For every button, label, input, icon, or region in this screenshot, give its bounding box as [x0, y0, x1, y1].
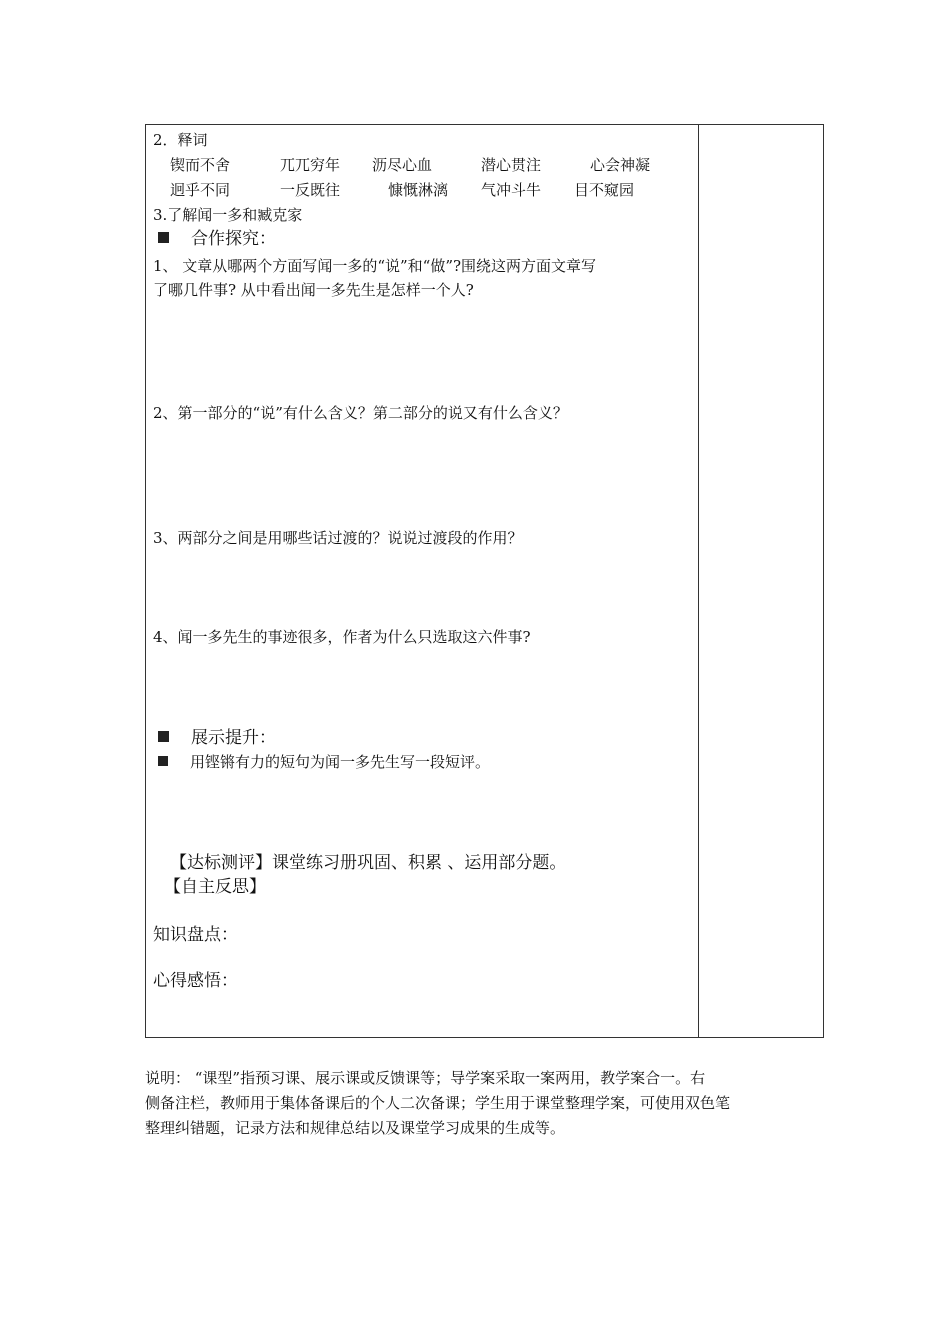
- note-line: 说明： “课型”指预习课、展示课或反馈课等；导学案采取一案两用，教学案合一。右: [145, 1069, 706, 1087]
- vocab-word: 一反既往: [280, 181, 341, 199]
- zhanshi-heading: 展示提升：: [158, 727, 276, 749]
- question-2: 2、第一部分的“说”有什么含义？第二部分的说又有什么含义？: [153, 404, 568, 422]
- vocab-word: 潜心贯注: [481, 156, 542, 174]
- vocab-word: 气冲斗牛: [481, 181, 542, 199]
- note-line: 侧备注栏，教师用于集体备课后的个人二次备课；学生用于课堂整理学案，可使用双色笔: [145, 1094, 731, 1112]
- vocab-word: 兀兀穷年: [280, 156, 341, 174]
- vocab-word: 目不窥园: [574, 181, 635, 199]
- zhanshi-task: 用铿锵有力的短句为闻一多先生写一段短评。: [158, 752, 490, 772]
- question-3: 3、两部分之间是用哪些话过渡的？说说过渡段的作用？: [153, 529, 523, 547]
- question-1-line-1: 1、 文章从哪两个方面写闻一多的“说”和“做”?围绕这两方面文章写: [153, 257, 597, 275]
- xinde-ganwu-label: 心得感悟：: [153, 971, 238, 991]
- vocab-word: 锲而不舍: [170, 156, 231, 174]
- dabiao-ceping: 【达标测评】课堂练习册巩固、积累 、运用部分题。: [170, 853, 567, 873]
- note-line: 整理纠错题，记录方法和规律总结以及课堂学习成果的生成等。: [145, 1119, 566, 1137]
- square-bullet-icon: [158, 731, 169, 742]
- question-4: 4、闻一多先生的事迹很多，作者为什么只选取这六件事?: [153, 628, 531, 646]
- vocab-word: 沥尽心血: [372, 156, 433, 174]
- hezuo-heading: 合作探究：: [158, 228, 276, 250]
- question-1-line-2: 了哪几件事? 从中看出闻一多先生是怎样一个人?: [153, 281, 474, 299]
- vocab-word: 慷慨淋漓: [388, 181, 449, 199]
- square-bullet-icon: [158, 756, 168, 766]
- notes-column-divider: [698, 124, 699, 1038]
- zhishi-pandian-label: 知识盘点：: [153, 925, 238, 945]
- section-3-title: 3.了解闻一多和臧克家: [153, 206, 303, 224]
- section-2-title: 2．释词: [153, 131, 208, 149]
- square-bullet-icon: [158, 232, 169, 243]
- vocab-word: 心会神凝: [590, 156, 651, 174]
- zizhu-fansi: 【自主反思】: [164, 877, 266, 897]
- vocab-word: 迥乎不同: [170, 181, 231, 199]
